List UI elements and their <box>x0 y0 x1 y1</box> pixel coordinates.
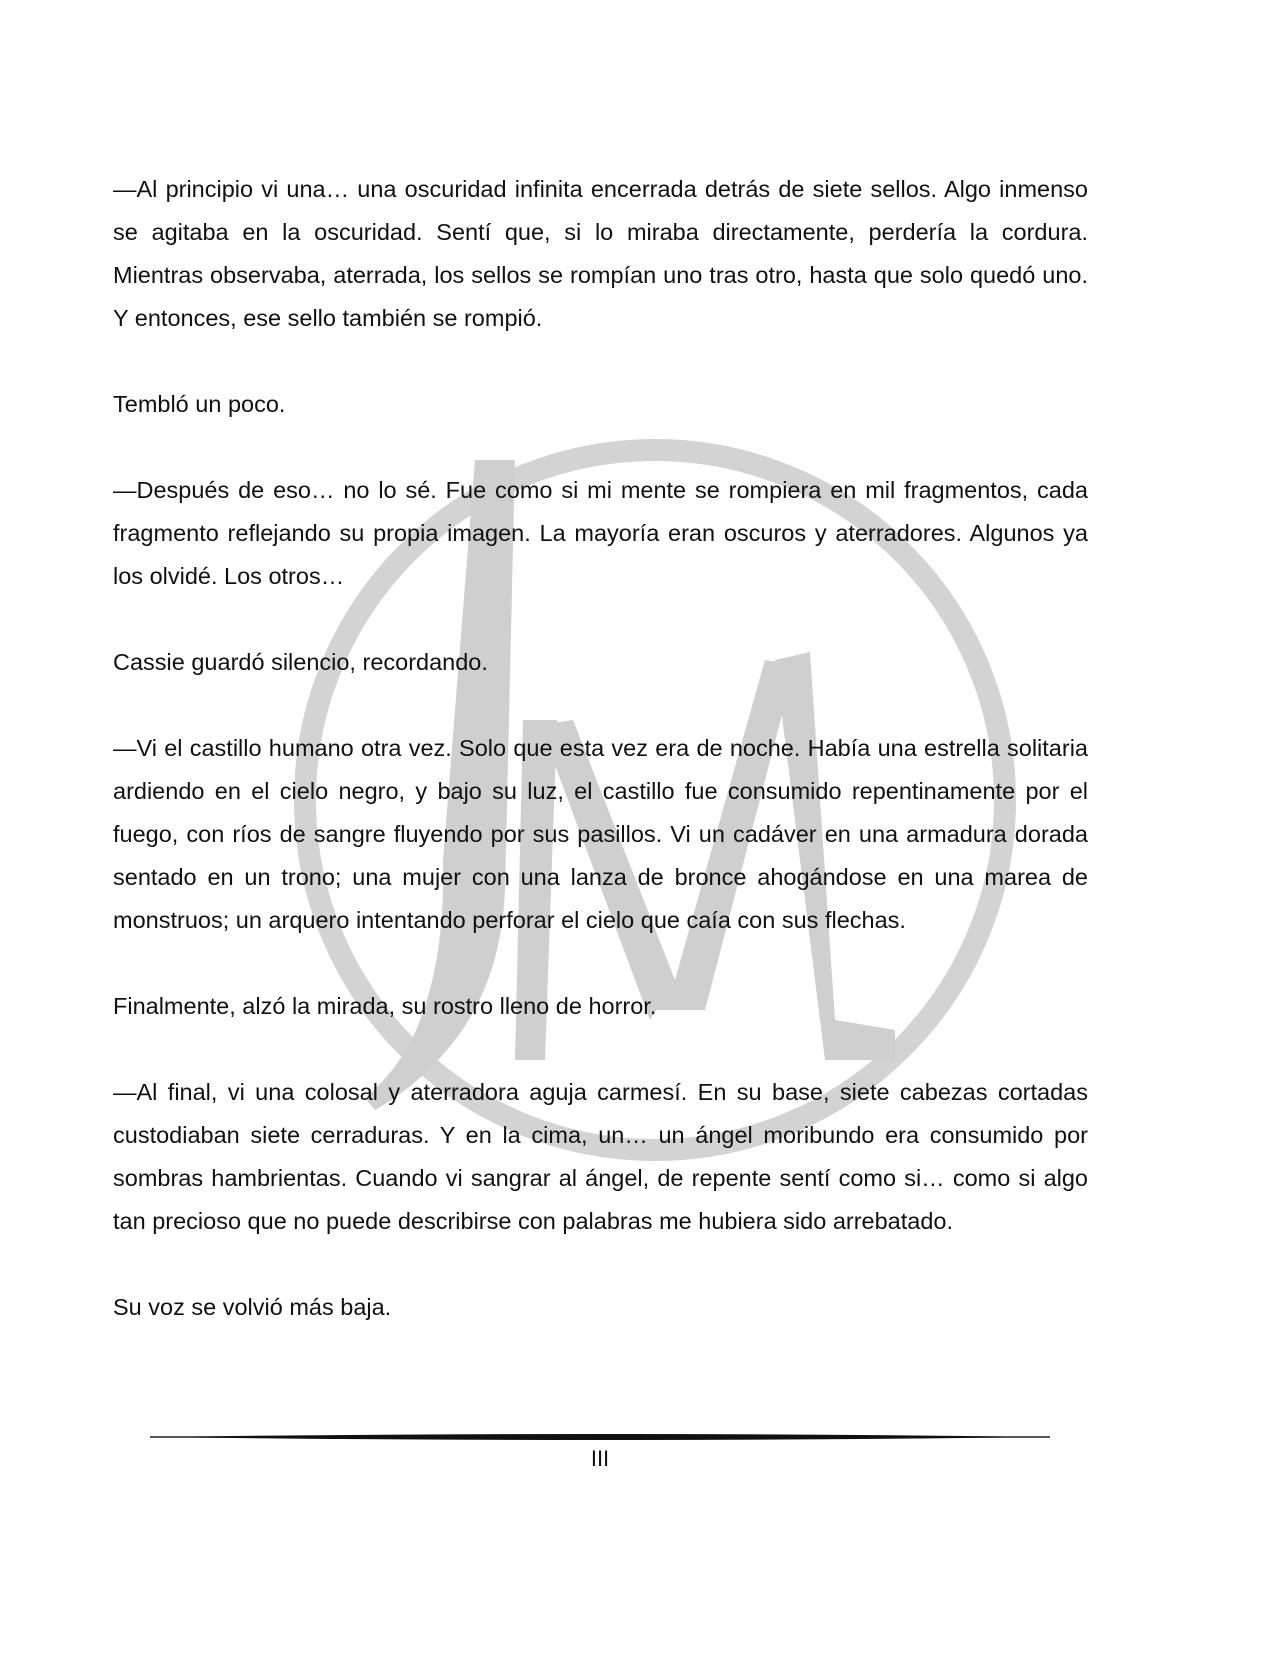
paragraph: Cassie guardó silencio, recordando. <box>113 649 488 675</box>
paragraph: Su voz se volvió más baja. <box>113 1294 392 1320</box>
paragraph: —Al principio vi una… una oscuridad infinita encerrada detrás de siete sellos. Algo inmenso se agitaba en la oscuridad. Sentí que, si lo miraba directamente, perdería la cordura. Mientras observaba, aterrada, los sellos se rompían uno tras otro, hasta que solo quedó uno. Y entonces, ese sello también se rompió. <box>113 176 1088 331</box>
paragraph: —Después de eso… no lo sé. Fue como si mi mente se rompiera en mil fragmentos, cada fragmento reflejando su propia imagen. La mayoría eran oscuros y aterradores. Algunos ya los olvidé. Los otros… <box>113 477 1088 589</box>
paragraph: Tembló un poco. <box>113 391 286 417</box>
page-number: III <box>590 1446 610 1471</box>
paragraph: —Vi el castillo humano otra vez. Solo que esta vez era de noche. Había una estrella solitaria ardiendo en el cielo negro, y bajo su luz, el castillo fue consumido repentinamente por el fuego, con ríos de sangre fluyendo por sus pasillos. Vi un cadáver en una armadura dorada sentado en un trono; una mujer con una lanza de bronce ahogándose en una marea de monstruos; un arquero intentando perforar el cielo que caía con sus flechas. <box>113 735 1088 933</box>
paragraph: —Al final, vi una colosal y aterradora aguja carmesí. En su base, siete cabezas cortadas custodiaban siete cerraduras. Y en la cima, un… un ángel moribundo era consumido por sombras hambrientas. Cuando vi sangrar al ángel, de repente sentí como si… como si algo tan precioso que no puede describirse con palabras me hubiera sido arrebatado. <box>113 1079 1088 1234</box>
page-divider <box>150 1430 1050 1444</box>
paragraph: Finalmente, alzó la mirada, su rostro lleno de horror. <box>113 993 657 1019</box>
page-body <box>113 168 1088 1372</box>
